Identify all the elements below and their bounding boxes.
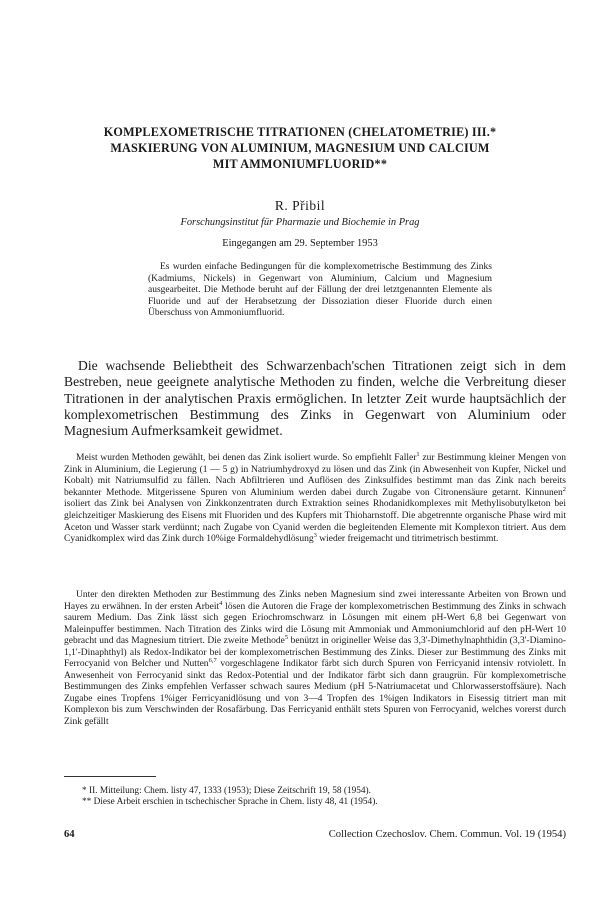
body-paragraph-1 [64, 450, 566, 546]
text-run: lösen die Autoren die Frage der komplexometrischen Bestimmung des Zinks in schwach saurem Medium. Das Zink lässt sich gegen Eriochromschwarz in Lösungen mit einem pH-Wert 6,8 bei Gegenwart von Maleinpuffer bestimmen. Nach Titration des Zinks wird die Lösung mit Ammoniak und Ammoniumchlorid auf den pH-Wert 10 gebracht und das Magnesium titriert. Die zweite Methode [64, 601, 567, 647]
title-line-3: MIT AMMONIUMFLUORID** [212, 157, 388, 171]
author-affiliation: Forschungsinstitut für Pharmazie und Biochemie in Prag [180, 217, 420, 228]
text-run: Unter den direkten Methoden zur Bestimmung des Zinks neben Magnesium sind zwei interessante Arbeiten von Brown und Hayes zu erwähnen. In der ersten Arbeit [64, 590, 566, 612]
ref-marker: 5 [284, 634, 289, 642]
text-run: vorgeschlagene Indikator färbt sich durch Spuren von Ferricyanid intensiv rotviolett. In Anwesenheit von Ferrocyanid sinkt das Redox-Potential und der Indikator färbt sich dann graugrün. Für komplexometrische Bestimmungen des Zinks empfehlen Verfasser schwach saures Medium (pH 5-Natriumacetat und Chlorwasserstoffsäure). Nach Zugabe eines Tropfens 1%iger Ferricyanidlösung und von 3—4 Tropfen des 1%igen Indikators in Eisessig titriert man mit Komplexon bis zum Verschwinden der Rosafärbung. Das Ferricyanid enthält stets Spuren von Ferrocyanid, welches vorerst durch Zink gefällt [64, 659, 567, 728]
received-date: Eingegangen am 29. September 1953 [222, 238, 378, 249]
paragraph-text [64, 590, 566, 729]
text-run: benützt in origineller Weise das 3,3'-Dimethylnaphthidin (3,3'-Diamino-1,1'-Dinaphthyl) als Redox-Indikator bei der komplexometrischen Bestimmung des Zinks. Dieser zur Bestimmung des Zinks mit Ferrocyanid von Belcher und Nutten [64, 636, 566, 670]
ref-marker: 2 [562, 485, 566, 493]
ref-marker: 4 [219, 599, 223, 607]
text-run: isoliert das Zink bei Analysen von Zinkkonzentraten durch Extraktion seines Rhodanidkomplexes mit Methylisobutylketon bei gleichzeitiger Maskierung des Eisens mit Fluoriden und des Kupfers mit Thioharnstoff. Die abgetrennte organische Phase wird mit Aceton und Wasser stark verdünnt; nach Zugabe von Cyanid werden die begleitenden Elemente mit Komplexon titriert. Aus dem Cyanidkomplex wird das Zink durch 10%ige Formaldehydlösung [64, 499, 566, 545]
lead-text: Die wachsende Beliebtheit des Schwarzenbach'schen Titrationen zeigt sich in dem Bestreben, neue geeignete analytische Methoden zu finden, welche die Verbreitung dieser Titrationen in der analytischen Praxis ermöglichen. In letzter Zeit wurde hauptsächlich der komplexometrischen Bestimmung des Zinks in Gegenwart von Aluminium oder Magnesium Aufmerksamkeit gewidmet. [64, 358, 566, 439]
ref-marker: 3 [313, 532, 317, 539]
author-name: R. Přibil [274, 198, 326, 213]
footnote-1: * II. Mitteilung: Chem. listy 47, 1333 (1953); Diese Zeitschrift 19, 58 (1954). [82, 786, 371, 796]
title-line-2: MASKIERUNG VON ALUMINIUM, MAGNESIUM UND CALCIUM [110, 141, 490, 155]
article-title [70, 124, 530, 172]
paragraph-text [64, 450, 566, 546]
title-line-1: KOMPLEXOMETRISCHE TITRATIONEN (CHELATOMETRIE) III.* [103, 125, 497, 139]
ref-marker: 1 [416, 450, 420, 458]
ref-marker: 6,7 [208, 657, 217, 665]
footnote-divider [64, 776, 156, 777]
page-number: 64 [64, 829, 75, 840]
lead-paragraph [64, 358, 566, 439]
footnote-2: ** Diese Arbeit erschien in tschechischer Sprache in Chem. listy 48, 41 (1954). [82, 797, 378, 808]
text-run: Meist wurden Methoden gewählt, bei denen das Zink isoliert wurde. So empfiehlt Faller [76, 453, 417, 463]
body-paragraph-2 [64, 590, 566, 729]
journal-citation: Collection Czechoslov. Chem. Commun. Vol. 19 (1954) [328, 829, 566, 840]
text-run: zur Bestimmung kleiner Mengen von Zink in Aluminium, die Legierung (1 — 5 g) in Natriumhydroxyd zu lösen und das Zink (in Abwesenheit von Kupfer, Nickel und Kobalt) mit Natriumsulfid zu fällen. Nach Abfiltrieren und Auflösen des Zinksulfides bestimmt man das Zink nach bereits bekannter Methode. Mitgerissene Spuren von Aluminium werden dabei durch Zugabe von Citronensäure getarnt. Kinnunen [64, 453, 566, 498]
footnotes [64, 786, 566, 809]
abstract-text: Es wurden einfache Bedingungen für die komplexometrische Bestimmung des Zinks (Kadmiums, Nickels) in Gegenwart von Aluminium, Calcium und Magnesium ausgearbeitet. Die Methode beruht auf der Fällung der drei letztgenannten Elemente als Fluoride und auf der Herabsetzung der Dissoziation dieser Fluoride durch einen Überschuss von Ammoniumfluorid. [148, 262, 492, 319]
text-run: wieder freigemacht und titrimetrisch bestimmt. [316, 534, 499, 545]
abstract [148, 262, 492, 320]
